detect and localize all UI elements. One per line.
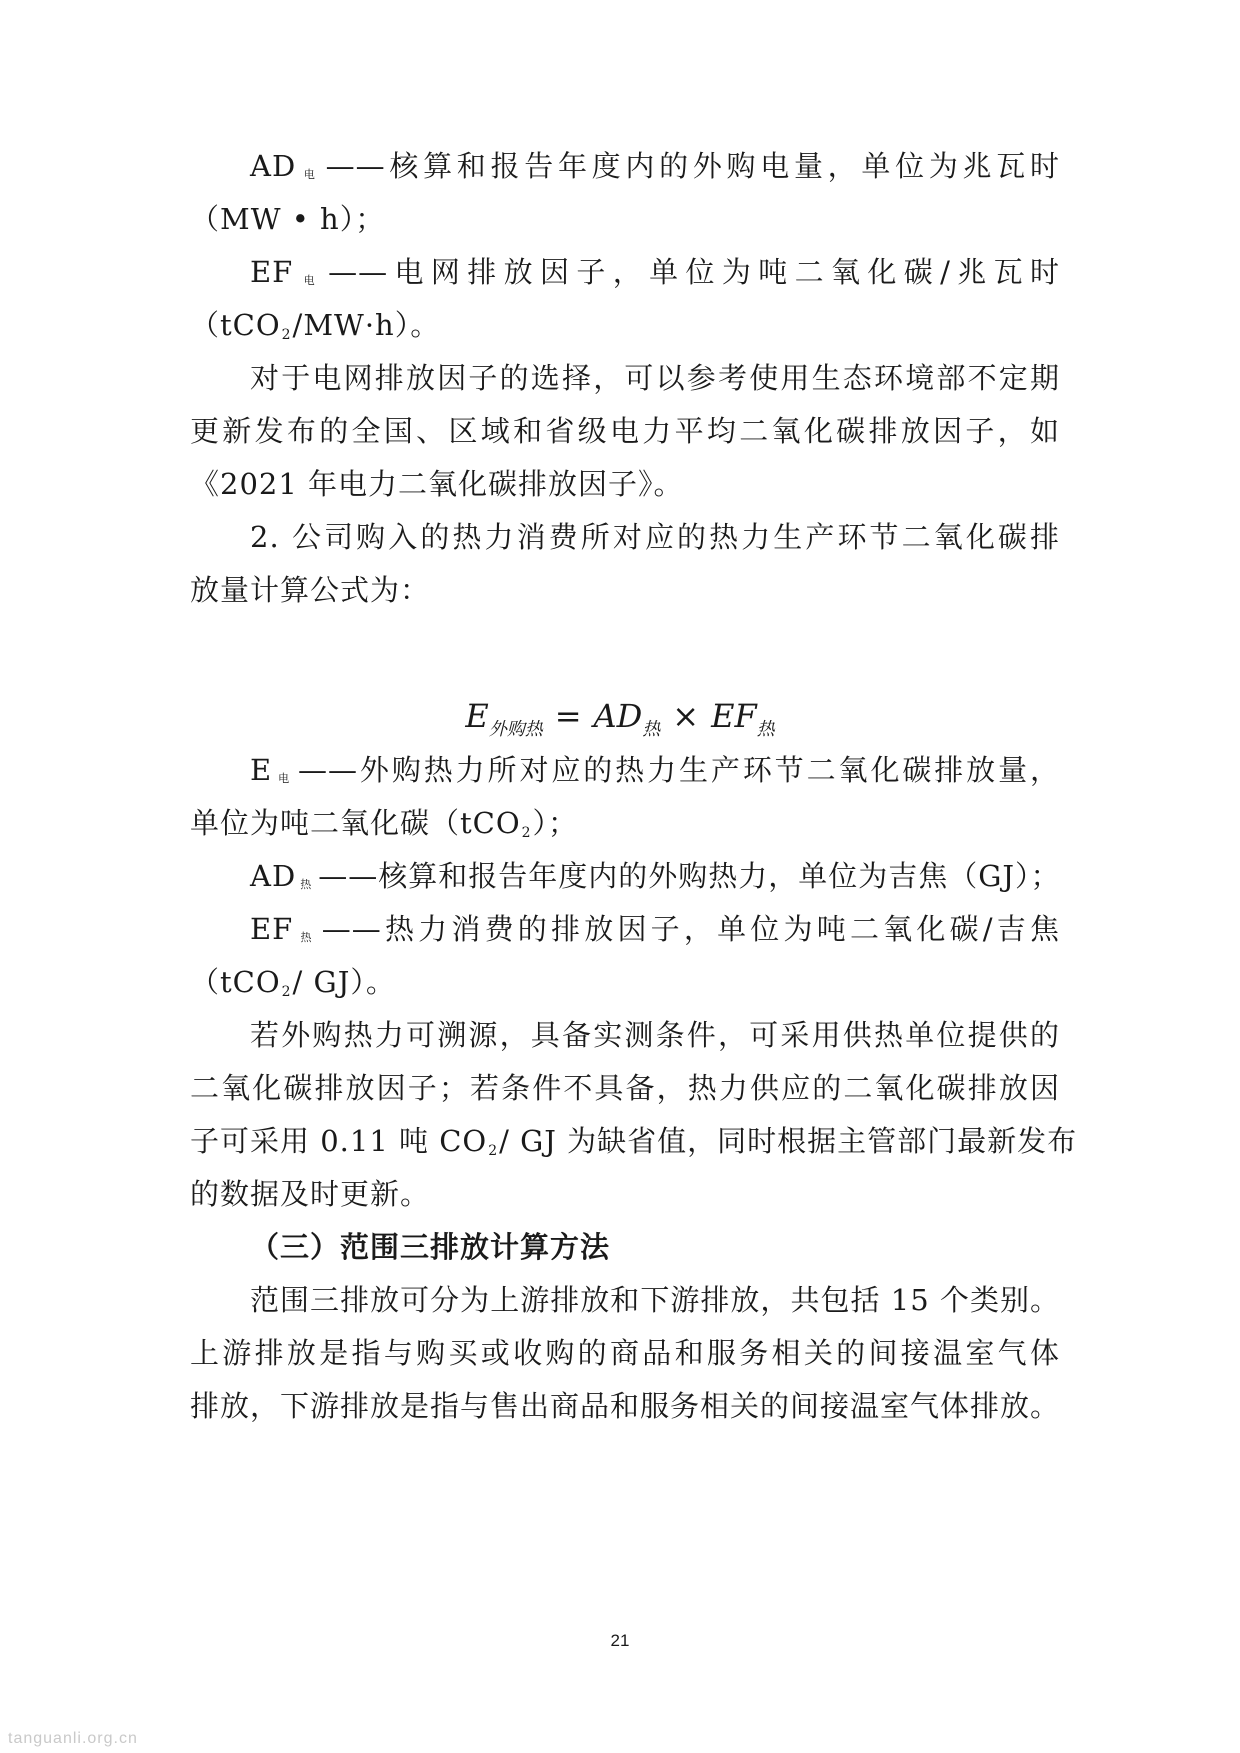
definition-ad-electricity: AD 电 ——核算和报告年度内的外购电量，单位为兆瓦时 — [250, 149, 1060, 183]
definition-ef-electricity-unit: （tCO2/MW·h）。 — [190, 308, 441, 343]
page-number: 21 — [610, 1631, 630, 1650]
definition-e: E电 ——外购热力所对应的热力生产环节二氧化碳排放量， — [250, 753, 1060, 787]
paragraph-grid-factor-line3: 《2021 年电力二氧化碳排放因子》。 — [190, 467, 684, 501]
paragraph-heat-formula-intro-line2: 放量计算公式为： — [190, 573, 431, 607]
definition-ef-heat: EF 热 ——热力消费的排放因子，单位为吨二氧化碳/吉焦 — [250, 912, 1060, 946]
paragraph-scope3-line1: 范围三排放可分为上游排放和下游排放，共包括 15 个类别。 — [250, 1283, 1060, 1317]
paragraph-grid-factor-line2: 更新发布的全国、区域和省级电力平均二氧化碳排放因子，如 — [190, 414, 1060, 448]
paragraph-scope3-line2: 上游排放是指与购买或收购的商品和服务相关的间接温室气体 — [190, 1336, 1060, 1370]
definition-e-unit: 单位为吨二氧化碳（tCO2）； — [190, 806, 579, 841]
paragraph-heat-factor-line1: 若外购热力可溯源，具备实测条件，可采用供热单位提供的 — [250, 1018, 1060, 1052]
watermark: tanguanli.org.cn — [8, 1730, 138, 1747]
definition-ad-electricity-unit: （MW • h）； — [190, 202, 386, 236]
paragraph-heat-factor-line4: 的数据及时更新。 — [190, 1177, 431, 1211]
definition-ef-heat-unit: （tCO2/ GJ）。 — [190, 965, 396, 1000]
paragraph-heat-factor-line2: 二氧化碳排放因子；若条件不具备，热力供应的二氧化碳排放因 — [190, 1071, 1060, 1105]
definition-ef-electricity: EF 电 ——电网排放因子，单位为吨二氧化碳/兆瓦时 — [250, 255, 1061, 289]
heat-emission-formula: $E_{外购热} = AD_热 \times EF_热$ — [465, 697, 775, 740]
paragraph-grid-factor-line1: 对于电网排放因子的选择，可以参考使用生态环境部不定期 — [250, 361, 1060, 395]
paragraph-scope3-line3: 排放，下游排放是指与售出商品和服务相关的间接温室气体排放。 — [190, 1389, 1061, 1423]
definition-ad-heat: AD 热 ——核算和报告年度内的外购热力，单位为吉焦（GJ）； — [250, 859, 1061, 893]
section-heading-scope3: （三）范围三排放计算方法 — [250, 1230, 611, 1264]
paragraph-heat-factor-line3: 子可采用 0.11 吨 CO2/ GJ 为缺省值，同时根据主管部门最新发布 — [190, 1124, 1078, 1159]
paragraph-heat-formula-intro-line1: 2. 公司购入的热力消费所对应的热力生产环节二氧化碳排 — [250, 520, 1060, 554]
